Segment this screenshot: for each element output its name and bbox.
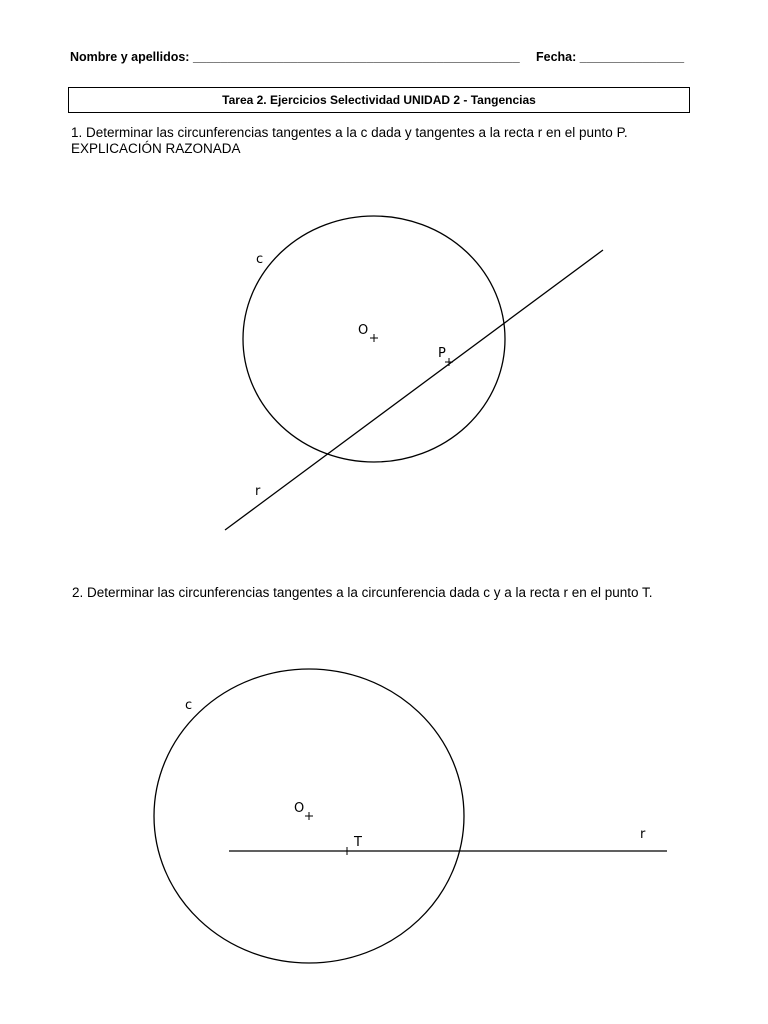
date-field-label: Fecha: _______________	[536, 50, 685, 64]
label-c: c	[256, 252, 264, 267]
exercise-2-line-1: 2. Determinar las circunferencias tangentes a la circunferencia dada c y a la recta r en el punto T.	[72, 585, 653, 600]
label-o: O	[358, 323, 369, 338]
exercise-1-line-1: 1. Determinar las circunferencias tangentes a la c dada y tangentes a la recta r en el punto P.	[71, 125, 628, 140]
label-r-2: r	[640, 827, 646, 842]
exercise-1-line-2: EXPLICACIÓN RAZONADA	[71, 141, 241, 156]
label-t: T	[354, 835, 362, 850]
label-p: P	[438, 346, 446, 361]
label-o-2: O	[294, 801, 305, 816]
label-r: r	[255, 484, 261, 499]
name-field-label: Nombre y apellidos: _______________________________________________	[70, 50, 520, 64]
center-o-marker-2	[305, 812, 313, 820]
point-t-marker	[343, 847, 351, 855]
assignment-title: Tarea 2. Ejercicios Selectividad UNIDAD 2 - Tangencias	[222, 93, 536, 107]
label-c-2: c	[185, 698, 193, 713]
